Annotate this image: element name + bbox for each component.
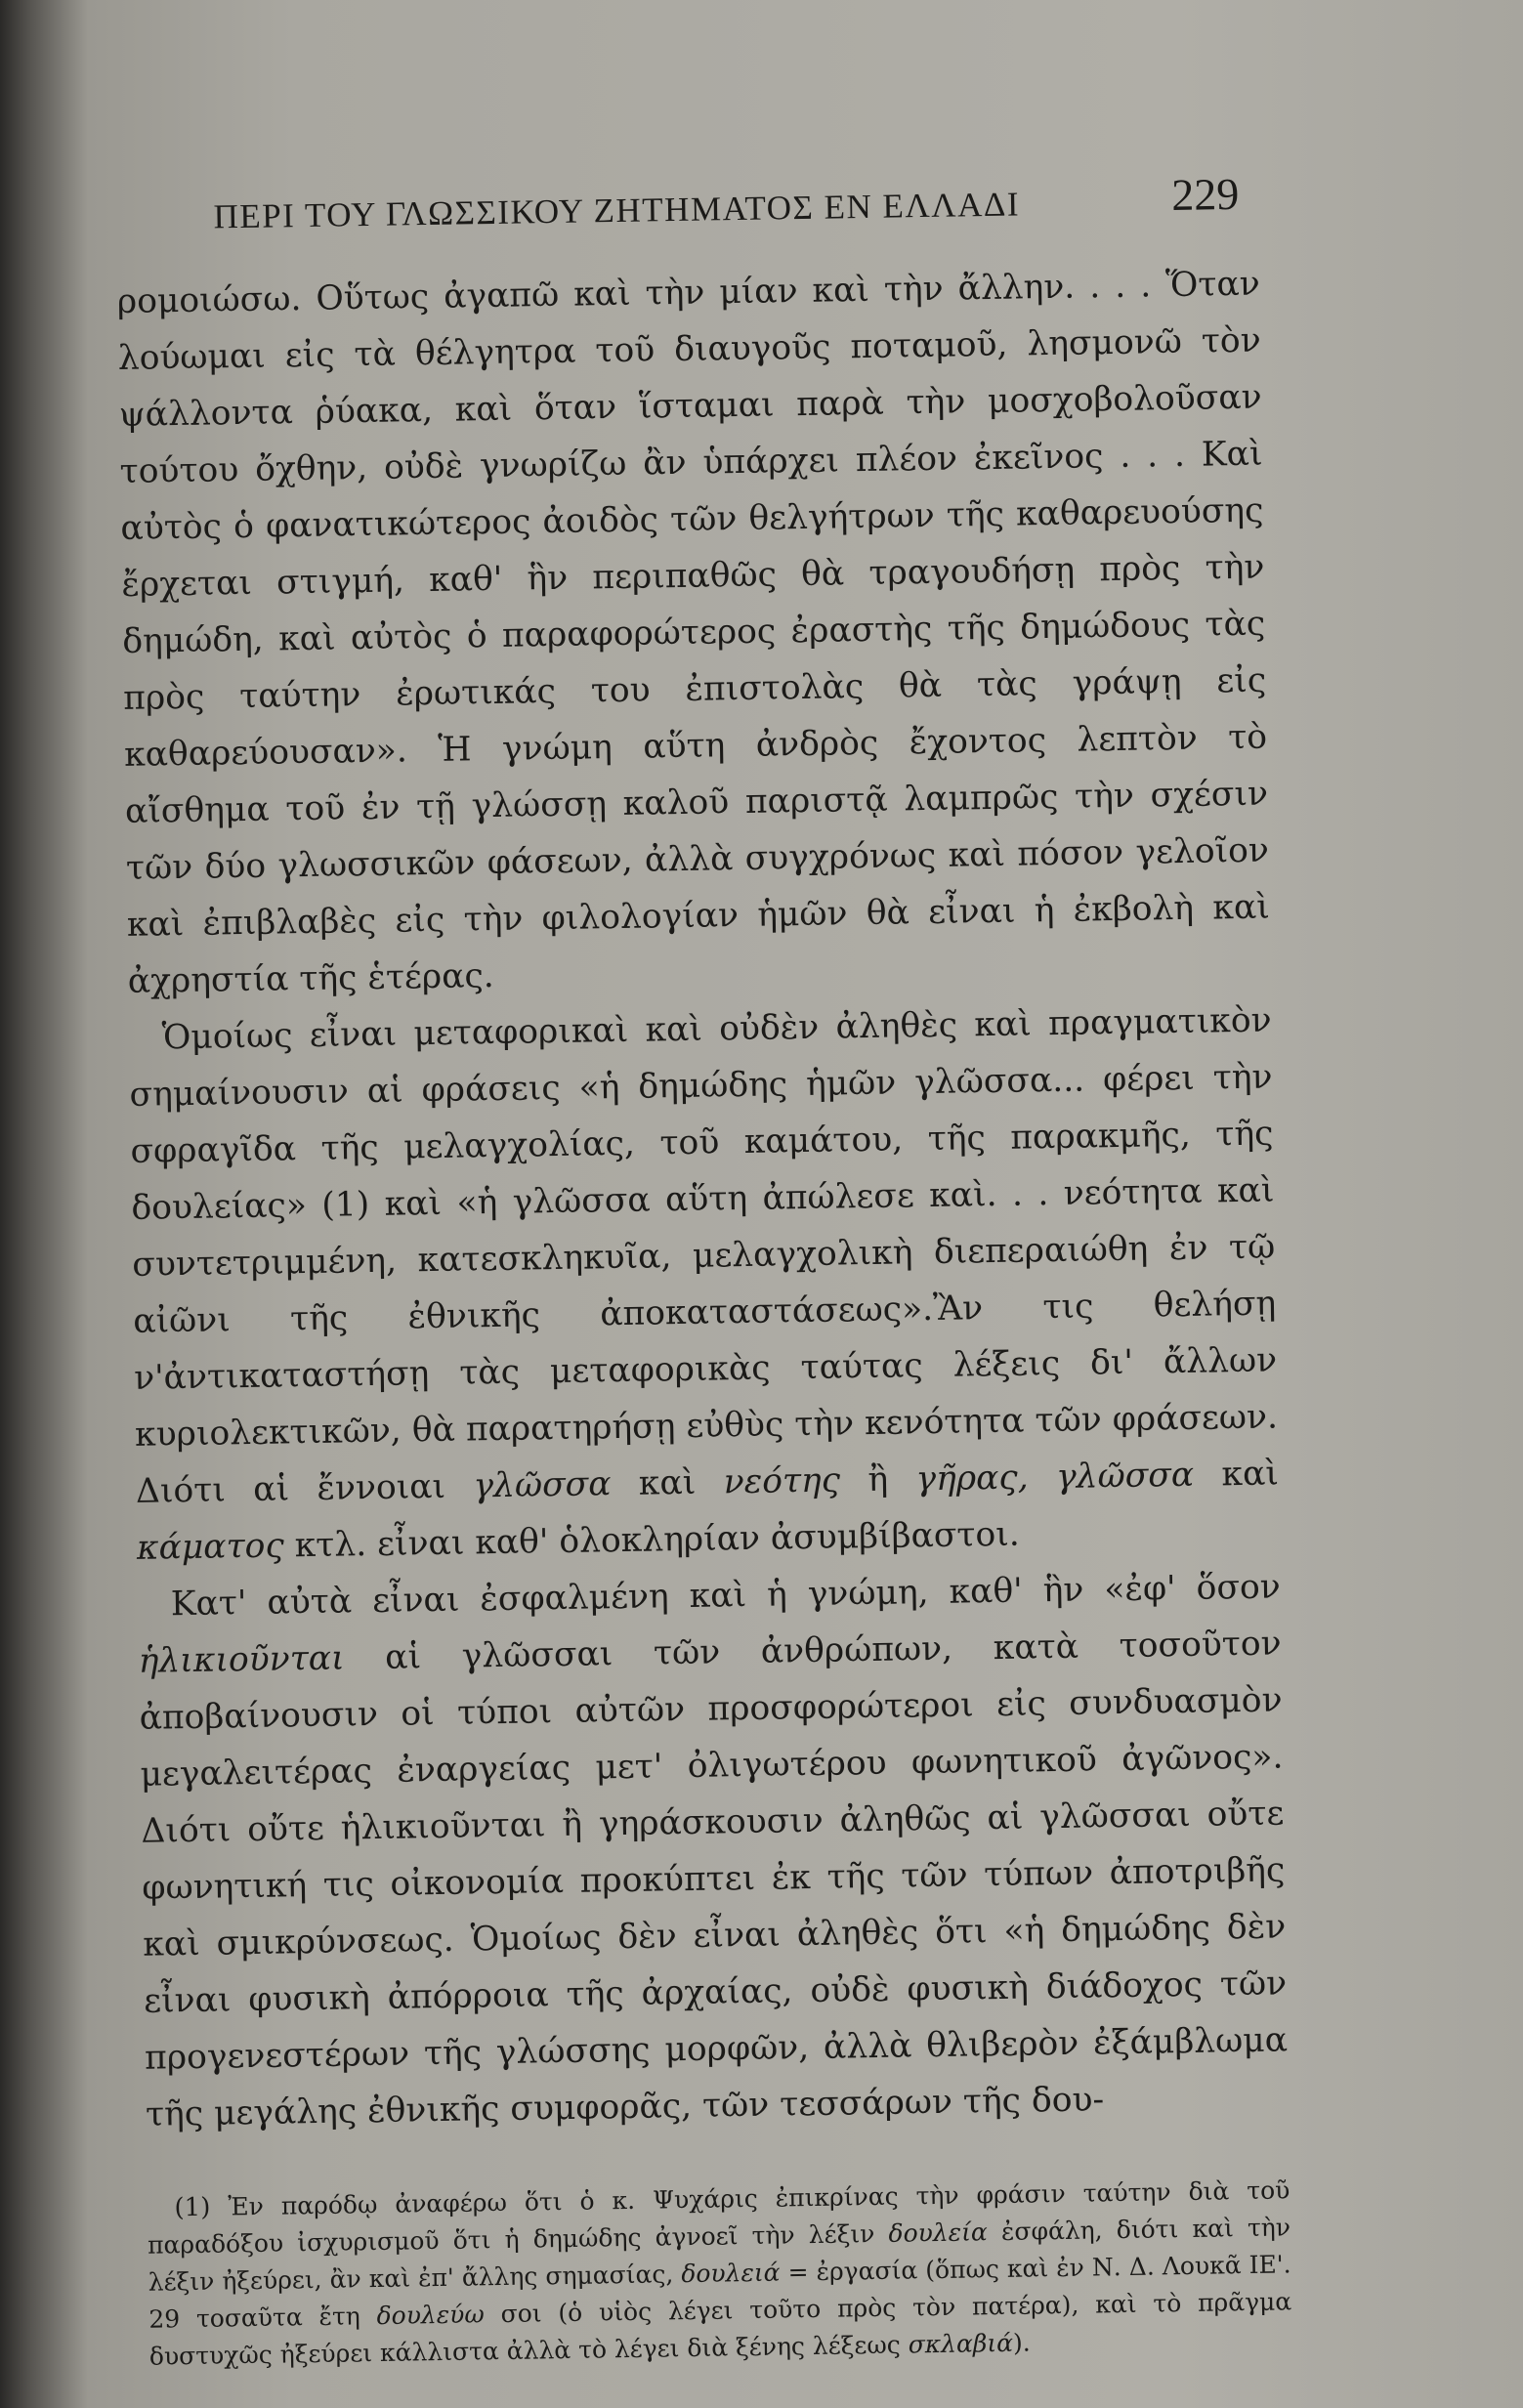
footnote-text-5: ). — [1012, 2328, 1031, 2357]
footnote-italic-1: δουλεία — [888, 2218, 989, 2248]
footnote-italic-4: σκλαβιά — [908, 2328, 1014, 2359]
page-number: 229 — [1170, 168, 1240, 221]
body-text — [116, 256, 1289, 2143]
paragraph-1 — [116, 256, 1271, 1010]
paragraph-3-italic-1: ἡλικιοῦνται — [138, 1638, 345, 1681]
paragraph-1-text: ρομοιώσω. Οὕτως ἀγαπῶ καὶ τὴν μίαν καὶ τὴν ἄλλην. . . . Ὅταν λούωμαι εἰς τὰ θέλγητρα τοῦ διαυγοῦς ποταμοῦ, λησμονῶ τὸν ψάλλοντα ῥύακα, καὶ ὅταν ἵσταμαι παρὰ τὴν μοσχοβολοῦσαν τούτου ὄχθην, οὐδὲ γνωρίζω ἂν ὑπάρχει πλέον ἐκεῖνος . . . Καὶ αὐτὸς ὁ φανατικώτερος ἀοιδὸς τῶν θελγήτρων τῆς καθαρευούσης ἔρχεται στιγμή, καθ' ἣν περιπαθῶς θὰ τραγουδήσῃ πρὸς τὴν δημώδη, καὶ αὐτὸς ὁ παραφορώτερος ἐραστὴς τῆς δημώδους τὰς πρὸς ταύτην ἐρωτικάς του ἐπιστολὰς θὰ τὰς γράψῃ εἰς καθαρεύουσαν». Ἡ γνώμη αὕτη ἀνδρὸς ἔχοντος λεπτὸν τὸ αἴσθημα τοῦ ἐν τῇ γλώσσῃ καλοῦ παριστᾷ λαμπρῶς τὴν σχέσιν τῶν δύο γλωσσικῶν φάσεων, ἀλλὰ συγχρόνως καὶ πόσον γελοῖον καὶ ἐπιβλαβὲς εἰς τὴν φιλολογίαν ἡμῶν θὰ εἶναι ἡ ἐκβολὴ καὶ ἀχρηστία τῆς ἑτέρας. — [116, 264, 1271, 1001]
paragraph-3 — [137, 1558, 1289, 2142]
footnote-text-4: σοι (ὁ υἱὸς λέγει τοῦτο πρὸς τὸν πατέρα), καὶ τὸ πρᾶγμα δυστυχῶς ἠξεύρει κάλλιστα ἀλλὰ τὸ λέγει διὰ ξένης λέξεως — [148, 2287, 1292, 2371]
footnotes — [147, 2172, 1292, 2375]
footnote-italic-2: δουλειά — [681, 2258, 781, 2289]
paragraph-2-italic-4: κάματος — [136, 1526, 285, 1568]
paragraph-3-text-1: Κατ' αὐτὰ εἶναι ἐσφαλμένη καὶ ἡ γνώμη, καθ' ἣν «ἐφ' ὅσον — [170, 1567, 1281, 1625]
running-head — [115, 168, 1259, 274]
paragraph-3-text-2: αἱ γλῶσσαι τῶν ἀνθρώπων, κατὰ τοσοῦτον ἀποβαίνουσιν οἱ τύποι αὐτῶν προσφορώτεροι εἰς συνδυασμὸν μεγαλειτέρας ἐναργείας μετ' ὀλιγωτέρου φωνητικοῦ ἀγῶνος». Διότι οὔτε ἡλικιοῦνται ἢ γηράσκουσιν ἀληθῶς αἱ γλῶσσαι οὔτε φωνητική τις οἰκονομία προκύπτει ἐκ τῆς τῶν τύπων ἀποτριβῆς καὶ σμικρύνσεως. Ὁμοίως δὲν εἶναι ἀληθὲς ὅτι «ἡ δημώδης δὲν εἶναι φυσικὴ ἀπόρροια τῆς ἀρχαίας, οὐδὲ φυσικὴ διάδοχος τῶν προγενεστέρων τῆς γλώσσης μορφῶν, ἀλλὰ θλιβερὸν ἐξάμβλωμα τῆς μεγάλης ἐθνικῆς συμφορᾶς, τῶν τεσσάρων τῆς δου- — [139, 1624, 1289, 2134]
paragraph-2-text-3: ἢ — [867, 1459, 889, 1500]
footnote-mark: (1) — [174, 2192, 211, 2223]
footnote-text-3: = ἐργασία (ὅπως καὶ ἐν Ν. Δ. Λουκᾶ ΙΕ'. 29 τοσαῦτα ἔτη — [148, 2250, 1291, 2334]
text-block — [115, 168, 1292, 2376]
running-title: ΠΕΡΙ ΤΟΥ ΓΛΩΣΣΙΚΟΥ ΖΗΤΗΜΑΤΟΣ ΕΝ ΕΛΛΑΔΙ — [213, 185, 1021, 236]
footnote-1 — [147, 2172, 1292, 2375]
paragraph-2-text-2: καὶ — [638, 1462, 697, 1503]
paragraph-2-italic-1: γλῶσσα — [473, 1464, 612, 1506]
paragraph-2-text-5: κτλ. εἶναι καθ' ὁλοκληρίαν ἀσυμβίβαστοι. — [294, 1514, 1021, 1566]
footnote-text-2: ἐσφάλη, διότι καὶ τὴν λέξιν ἠξεύρει, ἂν καὶ ἐπ' ἄλλης σημασίας, — [148, 2213, 1291, 2297]
paragraph-2-italic-3: γῆρας, γλῶσσα — [915, 1455, 1195, 1500]
footnote-text-1: Ἐν παρόδῳ ἀναφέρω ὅτι ὁ κ. Ψυχάρις ἐπικρίνας τὴν φράσιν ταύτην διὰ τοῦ παραδόξου ἰσχυρισμοῦ ὅτι ἡ δημώδης ἀγνοεῖ τὴν λέξιν — [147, 2176, 1290, 2260]
paragraph-2-text-1: Ὁμοίως εἶναι μεταφορικαὶ καὶ οὐδὲν ἀληθὲς καὶ πραγματικὸν σημαίνουσιν αἱ φράσεις «ἡ δημώδης ἡμῶν γλῶσσα... φέρει τὴν σφραγῖδα τῆς μελαγχολίας, τοῦ καμάτου, τῆς παρακμῆς, τῆς δουλείας» (1) καὶ «ἡ γλῶσσα αὕτη ἀπώλεσε καὶ. . . νεότητα καὶ συντετριμμένη, κατεσκληκυῖα, μελαγχολικὴ διεπεραιώθη ἐν τῷ αἰῶνι τῆς ἐθνικῆς ἀποκαταστάσεως».Ἂν τις θελήσῃ ν'ἀντικαταστήσῃ τὰς μεταφορικὰς ταύτας λέξεις δι' ἄλλων κυριολεκτικῶν, θὰ παρατηρήσῃ εὐθὺς τὴν κενότητα τῶν φράσεων. Διότι αἱ ἔννοιαι — [129, 1000, 1279, 1511]
footnote-italic-3: δουλεύω — [376, 2300, 485, 2331]
paragraph-2 — [128, 993, 1280, 1577]
paragraph-2-text-4: καὶ — [1221, 1454, 1280, 1495]
paragraph-2-italic-2: νεότης — [723, 1460, 841, 1502]
